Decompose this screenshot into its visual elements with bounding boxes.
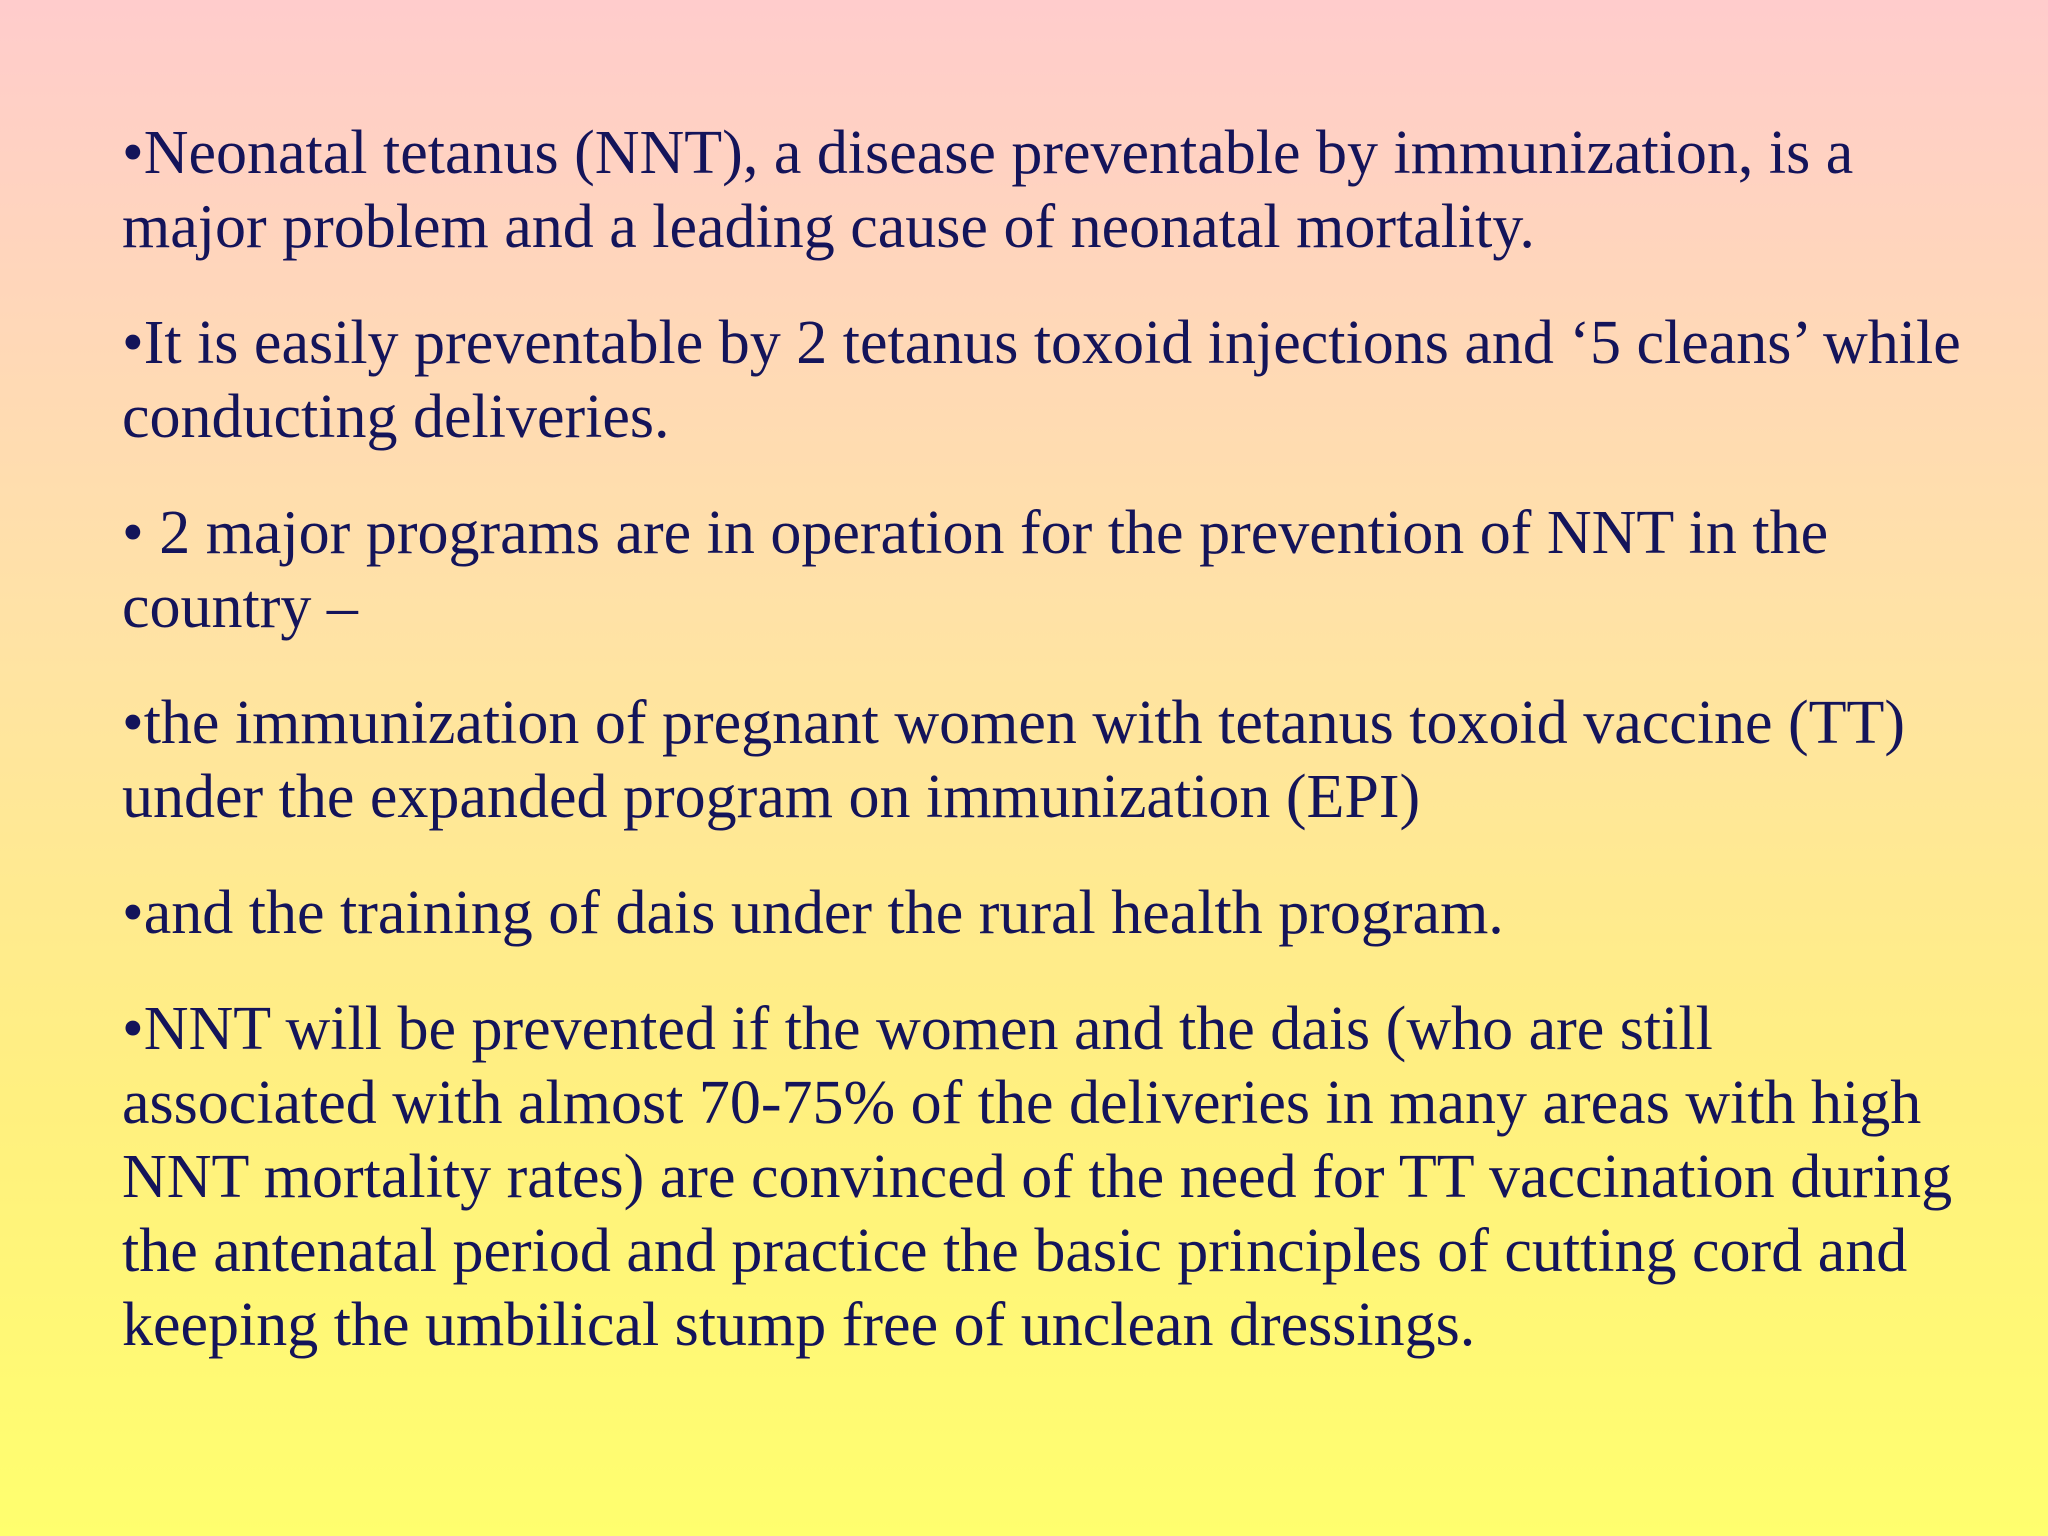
bullet-immunization-program: •the immunization of pregnant women with tetanus toxoid vaccine (TT) under the expanded program on immunization (EPI) <box>122 689 1921 831</box>
bullet-dais-training: •and the training of dais under the rural health program. <box>122 879 1504 947</box>
bullet-nnt-definition: •Neonatal tetanus (NNT), a disease preventable by immunization, is a major problem and a leading cause of neonatal mortality. <box>122 119 1869 261</box>
bullet-prevention-method: •It is easily preventable by 2 tetanus toxoid injections and ‘5 cleans’ while conducting deliveries. <box>122 309 1977 451</box>
bullet-prevention-condition: •NNT will be prevented if the women and the dais (who are still associated with almost 70-75% of the deliveries in many areas with high NNT mortality rates) are convinced of the need for TT vaccination during the antenatal period and practice the basic principles of cutting cord and keeping the umbilical stump free of unclean dressings. <box>122 995 1968 1359</box>
slide-body <box>122 116 1977 1362</box>
bullet-major-programs: • 2 major programs are in operation for the prevention of NNT in the country – <box>122 499 1844 641</box>
